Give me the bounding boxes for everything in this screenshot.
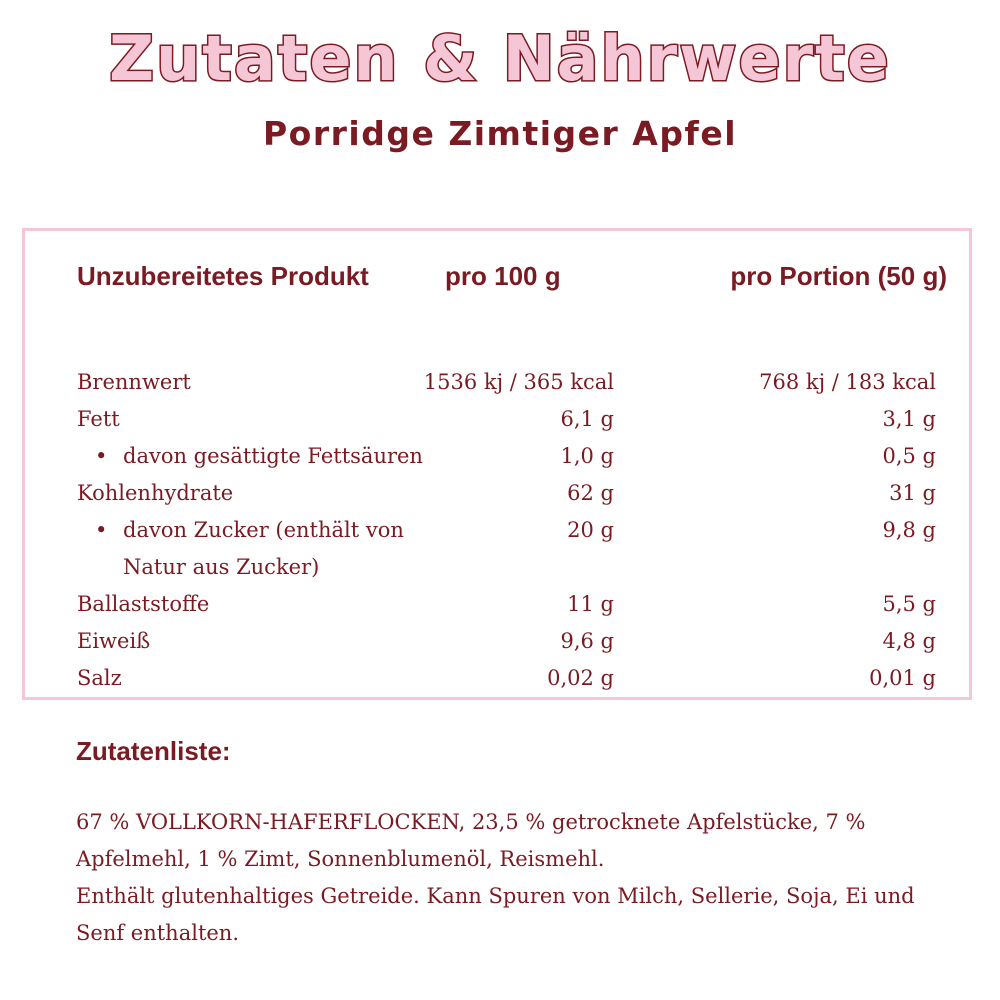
value-per-100g: 20 g [567,518,614,542]
page-title: Zutaten & Nährwerte [109,22,891,95]
value-per-portion: 3,1 g [882,407,936,431]
value-per-100g: 1,0 g [560,444,614,468]
nutrient-name: Kohlenhydrate [77,481,234,505]
value-per-100g: 62 g [567,481,614,505]
nutrient-name: Fett [77,407,120,431]
value-per-100g: 11 g [567,592,614,616]
value-per-portion: 9,8 g [882,518,936,542]
ingredients-line: 67 % VOLLKORN-HAFERFLOCKEN, 23,5 % getrocknete Apfelstücke, 7 % [76,810,866,834]
nutrient-name-continuation: Natur aus Zucker) [123,555,320,579]
value-per-100g: 9,6 g [560,629,614,653]
nutrient-name: davon Zucker (enthält von [123,518,404,542]
nutrient-name: Ballaststoffe [77,592,210,616]
column-header-per-100g: pro 100 g [445,261,561,291]
bullet-icon: • [95,444,108,468]
nutrient-name: Eiweiß [77,629,151,653]
allergen-line: Enthält glutenhaltiges Getreide. Kann Spuren von Milch, Sellerie, Soja, Ei und [76,884,915,908]
value-per-portion: 0,01 g [869,666,936,690]
column-header-product: Unzubereitetes Produkt [77,261,369,291]
nutrient-name: Brennwert [77,370,191,394]
product-name: Porridge Zimtiger Apfel [262,114,738,153]
column-header-per-portion: pro Portion (50 g) [730,261,947,291]
allergen-line: Senf enthalten. [76,921,240,945]
value-per-portion: 4,8 g [882,629,936,653]
nutrient-name: davon gesättigte Fettsäuren [123,444,423,468]
bullet-icon: • [95,518,108,542]
value-per-portion: 5,5 g [882,592,936,616]
value-per-portion: 0,5 g [882,444,936,468]
value-per-portion: 768 kj / 183 kcal [759,370,936,394]
value-per-100g: 1536 kj / 365 kcal [423,370,614,394]
value-per-100g: 6,1 g [560,407,614,431]
ingredients-heading: Zutatenliste: [76,736,231,766]
nutrient-name: Salz [77,666,122,690]
value-per-portion: 31 g [889,481,936,505]
ingredients-line: Apfelmehl, 1 % Zimt, Sonnenblumenöl, Reismehl. [76,847,605,871]
nutrition-table [22,228,972,700]
ingredients-list [76,804,936,952]
value-per-100g: 0,02 g [547,666,614,690]
